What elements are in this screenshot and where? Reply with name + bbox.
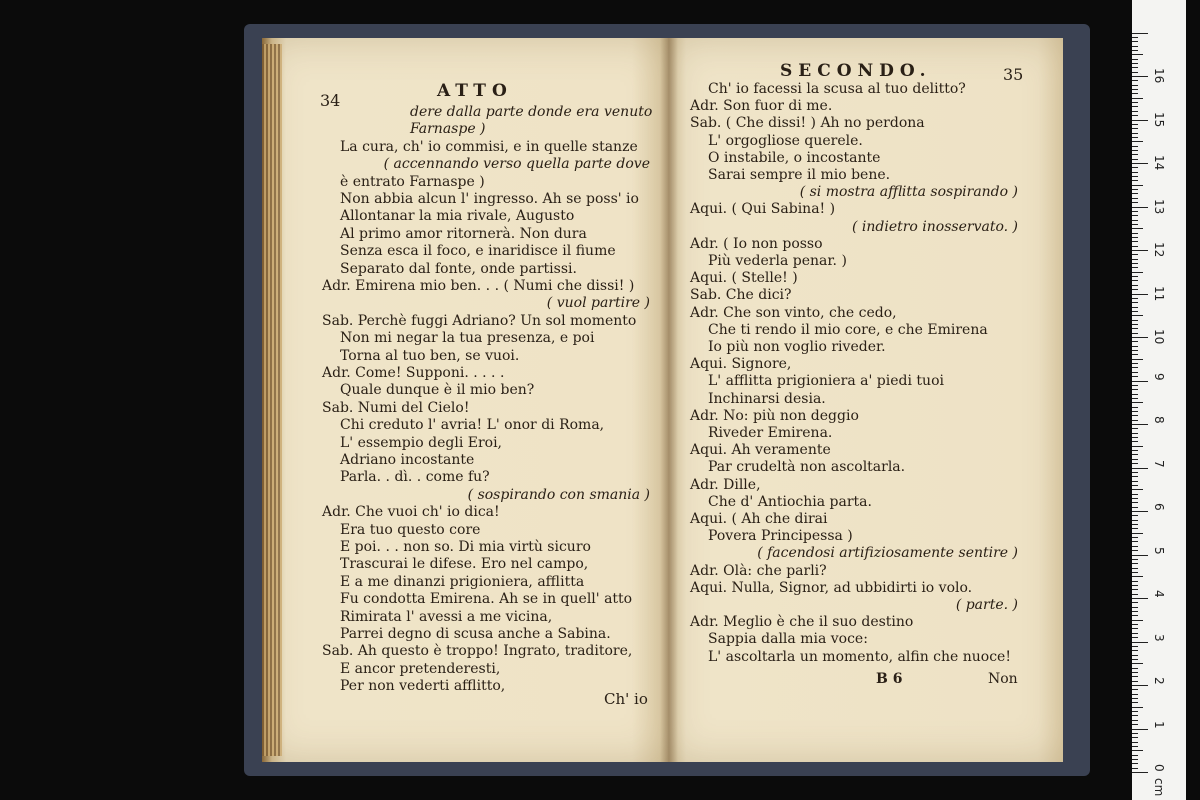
- ruler-tick: [1132, 341, 1138, 342]
- text-line: ( parte. ): [955, 597, 1018, 613]
- ruler-tick: [1132, 481, 1138, 482]
- ruler-tick: [1132, 541, 1138, 542]
- text-line: Per non vederti afflitto,: [340, 678, 506, 695]
- text-line: Adr. Che son vinto, che cedo,: [690, 304, 897, 321]
- ruler-tick: [1132, 507, 1138, 508]
- ruler-tick: [1132, 246, 1138, 247]
- text-line: Più vederla penar. ): [708, 253, 847, 269]
- ruler-tick: [1132, 76, 1148, 77]
- ruler-tick: [1132, 80, 1138, 81]
- ruler-tick: [1132, 102, 1138, 103]
- text-line: Fu condotta Emirena. Ah se in quell' atto: [340, 591, 633, 608]
- ruler-tick: [1132, 63, 1138, 64]
- ruler-tick: [1132, 646, 1138, 647]
- ruler-tick: [1132, 607, 1138, 608]
- text-line: O instabile, o incostante: [708, 149, 881, 166]
- ruler-tick: [1132, 407, 1138, 408]
- ruler-tick: [1132, 137, 1138, 138]
- ruler-tick: [1132, 59, 1138, 60]
- ruler-tick: [1132, 468, 1148, 469]
- text-line: Al primo amor ritornerà. Non dura: [340, 225, 587, 242]
- book-gutter: [660, 38, 678, 762]
- ruler-tick: [1132, 711, 1138, 712]
- ruler-tick: [1132, 180, 1138, 181]
- ruler-tick: [1132, 346, 1138, 347]
- ruler-tick: [1132, 707, 1143, 708]
- ruler-tick: [1132, 302, 1138, 303]
- text-line: L' orgogliose querele.: [708, 132, 863, 149]
- ruler-tick: [1132, 428, 1138, 429]
- ruler-tick: [1132, 220, 1138, 221]
- ruler-tick: [1132, 485, 1138, 486]
- ruler-number: 8: [1152, 416, 1166, 424]
- ruler-number: 7: [1152, 459, 1166, 468]
- ruler-tick: [1132, 546, 1138, 547]
- ruler-tick: [1132, 420, 1138, 421]
- ruler-tick: [1132, 294, 1148, 295]
- text-line: Inchinarsi desia.: [708, 390, 826, 407]
- ruler-tick: [1132, 167, 1138, 168]
- ruler-tick: [1132, 93, 1138, 94]
- text-line: Sarai sempre il mio bene.: [708, 167, 891, 183]
- ruler-number: 13: [1152, 198, 1166, 214]
- ruler-tick: [1132, 337, 1148, 338]
- text-line: Allontanar la mia rivale, Augusto: [340, 208, 575, 225]
- ruler-tick: [1132, 659, 1138, 660]
- ruler-tick: [1132, 250, 1148, 251]
- page-edges: [262, 44, 282, 756]
- ruler-tick: [1132, 694, 1138, 695]
- ruler-tick: [1132, 594, 1138, 595]
- ruler-tick: [1132, 615, 1138, 616]
- ruler-tick: [1132, 98, 1143, 99]
- ruler-tick: [1132, 602, 1138, 603]
- ruler-tick: [1132, 528, 1138, 529]
- ruler-tick: [1132, 581, 1138, 582]
- ruler-unit-label: cm: [1152, 778, 1166, 797]
- text-line: Torna al tuo ben, se vuoi.: [340, 347, 520, 364]
- ruler-tick: [1132, 54, 1143, 55]
- ruler-tick: [1132, 267, 1138, 268]
- ruler-tick: [1132, 154, 1138, 155]
- ruler-tick: [1132, 624, 1138, 625]
- text-line: L' ascoltarla un momento, alfin che nuoce!: [708, 648, 1011, 665]
- text-line: Adr. Meglio è che il suo destino: [690, 614, 914, 631]
- ruler-number: 3: [1152, 633, 1166, 642]
- text-line: Adr. ( Io non posso: [690, 235, 823, 252]
- text-line: Era tuo questo core: [340, 521, 481, 538]
- ruler-tick: [1132, 215, 1138, 216]
- ruler-tick: [1132, 515, 1138, 516]
- ruler-tick: [1132, 568, 1138, 569]
- ruler-tick: [1132, 663, 1143, 664]
- ruler-tick: [1132, 524, 1138, 525]
- ruler-tick: [1132, 437, 1138, 438]
- ruler-number: 12: [1152, 242, 1166, 258]
- ruler-tick: [1132, 172, 1138, 173]
- ruler-tick: [1132, 494, 1138, 495]
- text-line: dere dalla parte donde era venuto: [410, 104, 653, 120]
- ruler-tick: [1132, 411, 1138, 412]
- text-line: è entrato Farnaspe ): [340, 173, 485, 190]
- ruler-number: 5: [1152, 546, 1166, 555]
- text-line: Quale dunque è il mio ben?: [340, 382, 535, 399]
- ruler-tick: [1132, 37, 1138, 38]
- ruler-tick: [1132, 193, 1138, 194]
- ruler-tick: [1132, 333, 1138, 334]
- text-line: Sab. Che dici?: [690, 287, 792, 304]
- text-line: Separato dal fonte, onde partissi.: [340, 260, 577, 277]
- text-line: La cura, ch' io commisi, e in quelle stanze: [340, 138, 638, 155]
- ruler-tick: [1132, 211, 1138, 212]
- text-line: ( si mostra afflitta sospirando ): [799, 184, 1018, 201]
- ruler-tick: [1132, 702, 1138, 703]
- text-line: Povera Principessa ): [708, 528, 853, 545]
- ruler-tick: [1132, 228, 1143, 229]
- ruler-tick: [1132, 376, 1138, 377]
- ruler-tick: [1132, 363, 1138, 364]
- ruler-tick: [1132, 476, 1138, 477]
- text-line: Parla. . dì. . come fu?: [340, 469, 490, 486]
- ruler-tick: [1132, 385, 1138, 386]
- ruler-tick: [1132, 324, 1138, 325]
- ruler-tick: [1132, 133, 1138, 134]
- ruler-tick: [1132, 328, 1138, 329]
- text-line: Che ti rendo il mio core, e che Emirena: [708, 321, 988, 338]
- ruler-tick: [1132, 402, 1143, 403]
- ruler-tick: [1132, 150, 1138, 151]
- ruler-tick: [1132, 241, 1138, 242]
- ruler-tick: [1132, 120, 1148, 121]
- ruler-tick: [1132, 633, 1138, 634]
- text-line: E ancor pretenderesti,: [340, 660, 501, 677]
- ruler-number: 16: [1152, 68, 1166, 84]
- ruler-tick: [1132, 672, 1138, 673]
- ruler-tick: [1132, 572, 1138, 573]
- ruler-tick: [1132, 681, 1138, 682]
- text-line: Senza esca il foco, e inaridisce il fiume: [340, 243, 616, 260]
- text-line: Chi creduto l' avria! L' onor di Roma,: [340, 417, 605, 434]
- ruler-tick: [1132, 454, 1138, 455]
- text-line: Aqui. Nulla, Signor, ad ubbidirti io volo.: [690, 579, 973, 596]
- ruler-tick: [1132, 320, 1138, 321]
- ruler-tick: [1132, 498, 1138, 499]
- ruler-tick: [1132, 381, 1148, 382]
- right-page-number: 35: [1003, 65, 1024, 84]
- text-line: Sab. Perchè fuggi Adriano? Un sol momento: [322, 312, 637, 329]
- ruler-tick: [1132, 185, 1143, 186]
- ruler-tick: [1132, 285, 1138, 286]
- ruler-tick: [1132, 46, 1138, 47]
- ruler-tick: [1132, 146, 1138, 147]
- ruler-tick: [1132, 768, 1138, 769]
- ruler-tick: [1132, 141, 1143, 142]
- ruler-tick: [1132, 650, 1138, 651]
- ruler-tick: [1132, 394, 1138, 395]
- ruler-tick: [1132, 263, 1138, 264]
- text-line: Non abbia alcun l' ingresso. Ah se poss' io: [340, 191, 639, 207]
- text-line: Adr. Emirena mio ben. . . ( Numi che dissi! ): [322, 278, 635, 294]
- text-line: Aqui. ( Ah che dirai: [690, 511, 828, 527]
- ruler-tick: [1132, 463, 1138, 464]
- ruler-tick: [1132, 742, 1138, 743]
- text-line: E a me dinanzi prigioniera, afflitta: [340, 573, 585, 590]
- text-line: Farnaspe ): [410, 121, 486, 138]
- ruler-tick: [1132, 33, 1148, 34]
- ruler-tick: [1132, 415, 1138, 416]
- ruler-tick: [1132, 555, 1148, 556]
- ruler-tick: [1132, 433, 1138, 434]
- ruler-tick: [1132, 550, 1138, 551]
- ruler-tick: [1132, 315, 1143, 316]
- text-line: E poi. . . non so. Di mia virtù sicuro: [340, 539, 591, 555]
- right-catchword: Non: [988, 671, 1018, 687]
- ruler-tick: [1132, 676, 1138, 677]
- text-line: Adr. Dille,: [690, 476, 761, 493]
- ruler-tick: [1132, 115, 1138, 116]
- left-page-header: ATTO: [437, 81, 513, 101]
- ruler-tick: [1132, 489, 1143, 490]
- left-page-number: 34: [320, 91, 341, 110]
- ruler-tick: [1132, 237, 1138, 238]
- ruler-tick: [1132, 254, 1138, 255]
- ruler-tick: [1132, 198, 1138, 199]
- ruler-tick: [1132, 729, 1148, 730]
- ruler-tick: [1132, 585, 1138, 586]
- ruler-tick: [1132, 89, 1138, 90]
- ruler-tick: [1132, 655, 1138, 656]
- text-line: ( facendosi artifiziosamente sentire ): [757, 545, 1018, 562]
- text-line: Adr. Olà: che parli?: [690, 562, 827, 579]
- ruler-tick: [1132, 689, 1138, 690]
- right-page-header: SECONDO.: [780, 61, 932, 81]
- ruler-number: 10: [1152, 329, 1166, 345]
- ruler-number: 2: [1152, 677, 1166, 685]
- ruler-tick: [1132, 441, 1138, 442]
- ruler-tick: [1132, 642, 1148, 643]
- ruler-tick: [1132, 307, 1138, 308]
- ruler-tick: [1132, 207, 1148, 208]
- ruler-tick: [1132, 611, 1138, 612]
- ruler-tick: [1132, 389, 1138, 390]
- text-line: Aqui. Ah veramente: [690, 442, 831, 459]
- ruler-number: 11: [1152, 285, 1166, 301]
- text-line: Che d' Antiochia parta.: [708, 493, 872, 510]
- ruler-tick: [1132, 124, 1138, 125]
- ruler-tick: [1132, 189, 1138, 190]
- ruler-tick: [1132, 559, 1138, 560]
- left-catchword: Ch' io: [604, 690, 648, 708]
- text-line: Non mi negar la tua presenza, e poi: [340, 330, 595, 347]
- ruler-tick: [1132, 628, 1138, 629]
- ruler-tick: [1132, 298, 1138, 299]
- text-line: Par crudeltà non ascoltarla.: [708, 459, 906, 476]
- ruler-tick: [1132, 280, 1138, 281]
- ruler-tick: [1132, 276, 1138, 277]
- ruler-number: 9: [1152, 372, 1166, 381]
- text-line: ( indietro inosservato. ): [851, 218, 1018, 235]
- text-line: Aqui. Signore,: [690, 356, 792, 373]
- ruler-tick: [1132, 359, 1143, 360]
- ruler-tick: [1132, 450, 1138, 451]
- text-line: Ch' io facessi la scusa al tuo delitto?: [708, 81, 966, 97]
- text-line: Adriano incostante: [340, 452, 475, 468]
- ruler-tick: [1132, 111, 1138, 112]
- text-line: Sappia dalla mia voce:: [708, 631, 868, 648]
- ruler-tick: [1132, 576, 1143, 577]
- text-line: Adr. Son fuor di me.: [690, 98, 833, 115]
- ruler-tick: [1132, 159, 1138, 160]
- text-line: L' afflitta prigioniera a' piedi tuoi: [708, 373, 944, 390]
- text-line: Trascurai le difese. Ero nel campo,: [340, 556, 589, 573]
- ruler-tick: [1132, 272, 1143, 273]
- ruler-tick: [1132, 637, 1138, 638]
- text-line: Rimirata l' avessi a me vicina,: [340, 608, 553, 625]
- ruler-tick: [1132, 755, 1138, 756]
- ruler-tick: [1132, 746, 1138, 747]
- ruler-tick: [1132, 354, 1138, 355]
- ruler-number: 6: [1152, 503, 1166, 511]
- ruler-tick: [1132, 502, 1138, 503]
- ruler-tick: [1132, 520, 1138, 521]
- text-line: ( sospirando con smania ): [467, 486, 650, 503]
- ruler-tick: [1132, 176, 1138, 177]
- ruler-tick: [1132, 50, 1138, 51]
- text-line: Aqui. ( Stelle! ): [690, 270, 798, 287]
- ruler-tick: [1132, 233, 1138, 234]
- ruler-tick: [1132, 372, 1138, 373]
- ruler-tick: [1132, 698, 1138, 699]
- ruler-tick: [1132, 750, 1143, 751]
- ruler-tick: [1132, 67, 1138, 68]
- ruler-tick: [1132, 715, 1138, 716]
- text-line: Sab. ( Che dissi! ) Ah no perdona: [690, 115, 925, 132]
- ruler-tick: [1132, 589, 1138, 590]
- ruler-tick: [1132, 424, 1148, 425]
- text-line: Adr. Che vuoi ch' io dica!: [322, 504, 500, 521]
- ruler-tick: [1132, 163, 1148, 164]
- text-line: Adr. Come! Supponi. . . . .: [322, 365, 505, 381]
- ruler-tick: [1132, 685, 1148, 686]
- ruler-number: 15: [1152, 111, 1166, 127]
- ruler-tick: [1132, 720, 1138, 721]
- ruler-tick: [1132, 537, 1138, 538]
- text-line: Adr. No: più non deggio: [690, 407, 859, 424]
- text-line: Riveder Emirena.: [708, 425, 833, 441]
- text-line: Sab. Ah questo è troppo! Ingrato, traditore,: [322, 643, 633, 660]
- ruler-number: 0: [1152, 764, 1166, 772]
- ruler-tick: [1132, 724, 1138, 725]
- ruler-tick: [1132, 533, 1143, 534]
- ruler-tick: [1132, 737, 1138, 738]
- ruler-tick: [1132, 350, 1138, 351]
- ruler-number: 14: [1152, 155, 1166, 171]
- ruler-tick: [1132, 511, 1148, 512]
- ruler-tick: [1132, 106, 1138, 107]
- ruler-tick: [1132, 759, 1138, 760]
- ruler-tick: [1132, 598, 1148, 599]
- ruler-tick: [1132, 311, 1138, 312]
- text-line: Io più non voglio riveder.: [708, 339, 886, 355]
- ruler-number: 1: [1152, 720, 1166, 729]
- ruler-tick: [1132, 41, 1138, 42]
- text-line: ( accennando verso quella parte dove: [383, 156, 650, 173]
- text-line: Sab. Numi del Cielo!: [322, 399, 470, 416]
- ruler-tick: [1132, 668, 1138, 669]
- ruler-tick: [1132, 446, 1143, 447]
- ruler-tick: [1132, 367, 1138, 368]
- ruler-tick: [1132, 128, 1138, 129]
- ruler-tick: [1132, 398, 1138, 399]
- ruler-tick: [1132, 459, 1138, 460]
- ruler-tick: [1132, 563, 1138, 564]
- signature-mark: B 6: [876, 671, 903, 687]
- text-line: Parrei degno di scusa anche a Sabina.: [340, 626, 611, 642]
- measuring-ruler: [1132, 0, 1186, 800]
- text-line: L' essempio degli Eroi,: [340, 434, 503, 451]
- ruler-tick: [1132, 733, 1138, 734]
- ruler-tick: [1132, 472, 1138, 473]
- ruler-tick: [1132, 259, 1138, 260]
- ruler-tick: [1132, 620, 1143, 621]
- text-line: ( vuol partire ): [546, 295, 650, 312]
- text-line: Aqui. ( Qui Sabina! ): [690, 201, 836, 218]
- ruler-tick: [1132, 72, 1138, 73]
- ruler-tick: [1132, 202, 1138, 203]
- ruler-number: 4: [1152, 590, 1166, 598]
- ruler-tick: [1132, 85, 1138, 86]
- ruler-tick: [1132, 772, 1148, 773]
- ruler-tick: [1132, 224, 1138, 225]
- ruler-tick: [1132, 763, 1138, 764]
- ruler-tick: [1132, 289, 1138, 290]
